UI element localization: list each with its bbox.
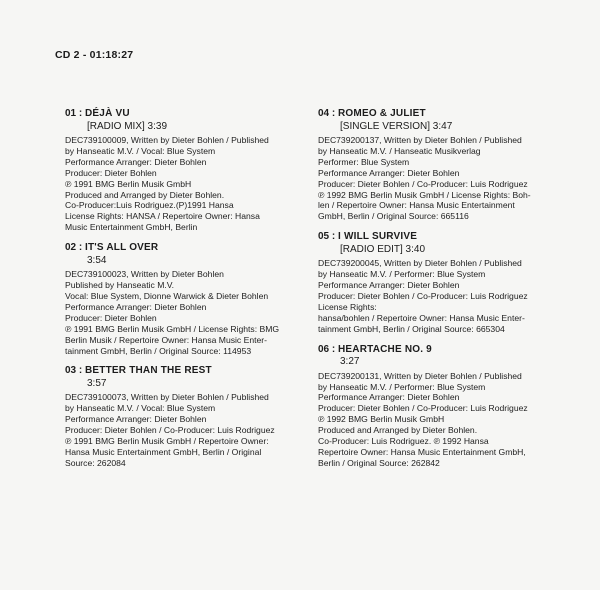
credit-line: Performance Arranger: Dieter Bohlen — [318, 167, 460, 178]
track-version-duration: [SINGLE VERSION] 3:47 — [340, 120, 453, 132]
credit-line: Producer: Dieter Bohlen / Co-Producer: Luis Rodriguez — [65, 425, 275, 436]
track-title: I WILL SURVIVE — [338, 231, 418, 243]
credit-line: len / Repertoire Owner: Hansa Music Entertainment — [318, 200, 515, 211]
credit-line: ℗ 1991 BMG Berlin Musik GmbH — [65, 178, 192, 189]
track-column-left — [65, 108, 297, 478]
credit-line: ℗ 1991 BMG Berlin Musik GmbH / Repertoire Owner: — [65, 436, 269, 447]
credit-line: hansa/bohlen / Repertoire Owner: Hansa Music Enter- — [318, 312, 525, 323]
track-heading — [65, 365, 297, 378]
credit-line: DEC739200131, Written by Dieter Bohlen / Published — [318, 370, 522, 381]
track-entry — [318, 344, 558, 469]
credit-line: Berlin / Original Source: 262842 — [318, 457, 440, 468]
credit-line: DEC739100073, Written by Dieter Bohlen / Published — [65, 392, 269, 403]
credit-line: ℗ 1992 BMG Berlin Musik GmbH — [318, 414, 445, 425]
credit-line: ℗ 1992 BMG Berlin Musik GmbH / License Rights: Boh- — [318, 189, 531, 200]
credit-line: tainment GmbH, Berlin / Original Source: 114953 — [65, 345, 252, 356]
track-credits — [318, 258, 558, 334]
track-heading — [65, 108, 297, 121]
credit-line: Producer: Dieter Bohlen / Co-Producer: Luis Rodriguez — [318, 403, 528, 414]
credit-line: DEC739100023, Written by Dieter Bohlen — [65, 269, 224, 280]
track-number: 06 : — [318, 343, 336, 355]
credit-line: DEC739200045, Written by Dieter Bohlen / Published — [318, 258, 522, 269]
credit-line: tainment GmbH, Berlin / Original Source: 665304 — [318, 323, 505, 334]
cd-duration-header: CD 2 - 01:18:27 — [55, 49, 134, 61]
track-number: 03 : — [65, 365, 83, 377]
track-title: BETTER THAN THE REST — [85, 365, 212, 377]
track-version-duration: 3:27 — [340, 356, 360, 368]
credit-line: Produced and Arranged by Dieter Bohlen. — [65, 189, 225, 200]
track-heading — [65, 242, 297, 255]
credit-line: Berlin Musik / Repertoire Owner: Hansa Music Enter- — [65, 334, 268, 345]
track-heading — [318, 344, 558, 357]
track-entry — [318, 108, 558, 222]
credit-line: by Hanseatic M.V. / Vocal: Blue System — [65, 145, 216, 156]
track-credits — [65, 269, 297, 356]
credit-line: Vocal: Blue System, Dionne Warwick & Dieter Bohlen — [65, 290, 269, 301]
track-version-duration: 3:57 — [87, 377, 107, 389]
track-title: HEARTACHE NO. 9 — [338, 343, 432, 355]
credit-line: License Rights: — [318, 301, 377, 312]
track-credits — [318, 371, 558, 469]
credit-line: Music Entertainment GmbH, Berlin — [65, 222, 198, 233]
track-heading — [318, 108, 558, 121]
credit-line: Performance Arranger: Dieter Bohlen — [65, 301, 207, 312]
credit-line: Source: 262084 — [65, 457, 126, 468]
track-entry — [65, 365, 297, 468]
track-number: 05 : — [318, 231, 336, 243]
credit-line: Hansa Music Entertainment GmbH, Berlin / Original — [65, 446, 262, 457]
credit-line: Producer: Dieter Bohlen / Co-Producer: Luis Rodriguez — [318, 290, 528, 301]
track-number: 02 : — [65, 242, 83, 254]
credit-line: by Hanseatic M.V. / Performer: Blue System — [318, 269, 486, 280]
track-version-duration: [RADIO EDIT] 3:40 — [340, 243, 426, 255]
credit-line: Producer: Dieter Bohlen / Co-Producer: Luis Rodriguez — [318, 178, 528, 189]
credit-line: Producer: Dieter Bohlen — [65, 312, 157, 323]
track-version-duration: 3:54 — [87, 254, 107, 266]
credit-line: Repertoire Owner: Hansa Music Entertainment GmbH, — [318, 446, 526, 457]
track-number: 01 : — [65, 108, 83, 119]
credit-line: Co-Producer:Luis Rodriguez.(P)1991 Hansa — [65, 200, 234, 211]
credit-line: Producer: Dieter Bohlen — [65, 167, 157, 178]
track-entry — [318, 231, 558, 334]
credit-line: License Rights: HANSA / Repertoire Owner: Hansa — [65, 211, 260, 222]
credit-line: Performance Arranger: Dieter Bohlen — [318, 280, 460, 291]
track-entry — [65, 108, 297, 233]
credit-line: Co-Producer: Luis Rodriguez. ℗ 1992 Hansa — [318, 436, 489, 447]
credit-line: DEC739200137, Written by Dieter Bohlen / Published — [318, 135, 522, 145]
track-title: ROMEO & JULIET — [338, 108, 426, 119]
track-column-right — [318, 108, 558, 478]
track-number: 04 : — [318, 108, 336, 119]
credit-line: by Hanseatic M.V. / Vocal: Blue System — [65, 403, 216, 414]
credit-line: ℗ 1991 BMG Berlin Musik GmbH / License Rights: BMG — [65, 323, 280, 334]
credit-line: by Hanseatic M.V. / Performer: Blue System — [318, 381, 486, 392]
track-entry — [65, 242, 297, 356]
credit-line: by Hanseatic M.V. / Hanseatic Musikverlag — [318, 145, 481, 156]
credit-line: Performance Arranger: Dieter Bohlen — [318, 392, 460, 403]
track-heading — [318, 231, 558, 244]
credit-line: GmbH, Berlin / Original Source: 665116 — [318, 211, 469, 222]
track-title: DÉJÀ VU — [85, 108, 130, 119]
credit-line: DEC739100009, Written by Dieter Bohlen / Published — [65, 135, 269, 145]
track-credits — [318, 135, 558, 222]
credit-line: Performance Arranger: Dieter Bohlen — [65, 414, 207, 425]
track-version-duration: [RADIO MIX] 3:39 — [87, 120, 168, 132]
credit-line: Performance Arranger: Dieter Bohlen — [65, 156, 207, 167]
credit-line: Produced and Arranged by Dieter Bohlen. — [318, 425, 478, 436]
track-credits — [65, 135, 297, 233]
track-title: IT'S ALL OVER — [85, 242, 159, 254]
track-credits — [65, 392, 297, 468]
credit-line: Performer: Blue System — [318, 156, 410, 167]
credit-line: Published by Hanseatic M.V. — [65, 280, 175, 291]
